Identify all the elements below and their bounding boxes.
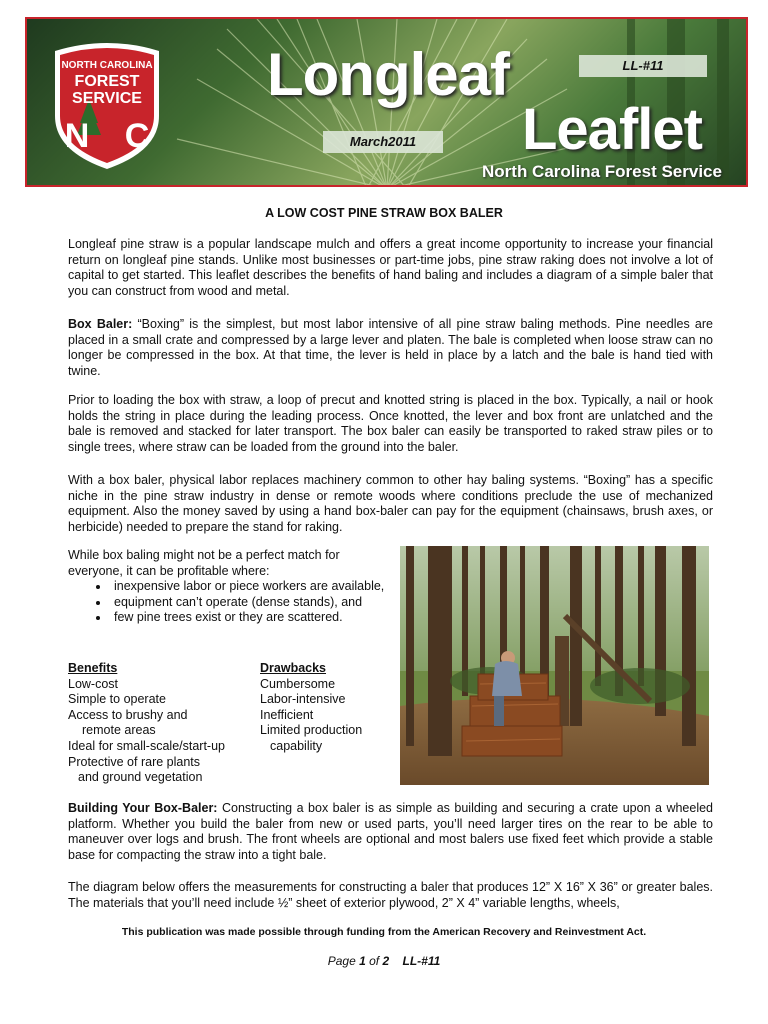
benefits-column bbox=[68, 661, 253, 786]
benefit-item: Protective of rare plants bbox=[68, 754, 201, 769]
document-title: A LOW COST PINE STRAW BOX BALER bbox=[265, 206, 503, 220]
logo-line3: SERVICE bbox=[72, 90, 142, 107]
page-leaflet-id: LL-#11 bbox=[402, 954, 441, 968]
drawback-item: Limited production bbox=[260, 723, 363, 738]
paragraph-loading: Prior to loading the box with straw, a loop of precut and knotted string is placed in the box. Typically, a nail or hook holds the string in place during the leading process. Once knotted, the lever and box front are unlatched and the bale is removed and stacked for later transport. The box baler can easily be transported to raked straw piles or to single trees, where straw can be loaded from the ground into the baler. bbox=[68, 393, 713, 454]
title-leaflet: Leaflet bbox=[522, 97, 702, 162]
benefits-heading: Benefits bbox=[68, 661, 118, 675]
paragraph-diagram: The diagram below offers the measurements for constructing a baler that produces 12” X 16” X 36” or greater bales. The materials that you’ll need include ½” sheet of exterior plywood, 2” X 4” variable lengths, wheels, bbox=[68, 880, 713, 910]
forest-scene-illustration bbox=[400, 546, 709, 785]
building-heading: Building Your Box-Baler: bbox=[68, 801, 218, 815]
drawbacks-column bbox=[260, 661, 395, 755]
logo-c: C bbox=[124, 117, 150, 155]
box-baler-heading: Box Baler: bbox=[68, 317, 133, 331]
page-number bbox=[0, 954, 768, 968]
benefit-item: remote areas bbox=[82, 723, 156, 738]
agency-subtitle: North Carolina Forest Service bbox=[482, 162, 722, 181]
benefit-item: and ground vegetation bbox=[78, 770, 203, 785]
paragraph-box-baler bbox=[68, 317, 713, 379]
drawback-item: Labor-intensive bbox=[260, 692, 346, 707]
header-banner bbox=[25, 17, 748, 187]
paragraph-labor: With a box baler, physical labor replaces machinery common to other hay baling systems. “Boxing” has a specific niche in the pine straw industry in dense or remote woods where conditions preclude the use of mechanized equipment. Also the money saved by using a hand box-baler can pay for the equipment (chainsaws, brush axes, or herbicide) needed to prepare the stand for raking. bbox=[68, 473, 713, 534]
list-item: • few pine trees exist or they are scattered. bbox=[110, 610, 388, 626]
drawback-item: capability bbox=[270, 738, 323, 753]
list-item: • inexpensive labor or piece workers are available, bbox=[110, 579, 388, 595]
box-baler-photo bbox=[400, 546, 709, 785]
box-baler-text: “Boxing” is the simplest, but most labor intensive of all pine straw baling methods. Pine needles are placed in a small crate and compressed by a large lever and platen. The bale is completed when loose straw can no longer be compressed in the box. At that time, the lever is held in place by a latch and the bale is hand tied with twine. bbox=[68, 317, 713, 378]
benefit-item: Access to brushy and bbox=[68, 707, 188, 722]
drawbacks-heading: Drawbacks bbox=[260, 661, 327, 675]
page-word: Page bbox=[327, 954, 360, 968]
page-current: 1 bbox=[359, 954, 366, 968]
logo-line2: FOREST bbox=[74, 73, 140, 90]
logo-line1: NORTH CAROLINA bbox=[61, 60, 153, 71]
profitable-list bbox=[68, 579, 388, 626]
date-tag: March2011 bbox=[323, 131, 443, 153]
page-of: of bbox=[365, 954, 383, 968]
title-longleaf: Longleaf bbox=[267, 41, 509, 108]
leaflet-id-tag: LL-#11 bbox=[579, 55, 707, 77]
profitable-section bbox=[68, 548, 388, 626]
benefit-item: Simple to operate bbox=[68, 692, 166, 707]
drawback-item: Cumbersome bbox=[260, 676, 336, 691]
funding-note: This publication was made possible through funding from the American Recovery and Reinvestment Act. bbox=[121, 926, 647, 938]
profitable-intro: While box baling might not be a perfect match for everyone, it can be profitable where: bbox=[68, 548, 340, 578]
benefit-item: Ideal for small-scale/start-up bbox=[68, 738, 226, 753]
paragraph-intro: Longleaf pine straw is a popular landscape mulch and offers a great income opportunity to increase your financial return on longleaf pine stands. Unlike most businesses or part-time jobs, pine straw raking does not involve a lot of capital to get started. This leaflet describes the benefits of hand baling and includes a diagram of a simple baler that you can construct from wood and metal. bbox=[68, 237, 713, 298]
page-total: 2 bbox=[382, 954, 390, 968]
building-text: Constructing a box baler is as simple as building and securing a crate upon a wheeled platform. Whether you build the baler from new or used parts, you’ll need larger tires on the rear to be able to maneuver over logs and brush. The front wheels are optional and most balers use fixed feet which provide a stable base for compacting the straw into a tight bale. bbox=[68, 801, 714, 862]
logo-n: N bbox=[64, 117, 90, 155]
list-item: • equipment can’t operate (dense stands), and bbox=[110, 595, 388, 611]
nc-forest-service-logo bbox=[47, 41, 167, 171]
drawback-item: Inefficient bbox=[260, 707, 314, 722]
paragraph-building bbox=[68, 801, 713, 863]
benefit-item: Low-cost bbox=[68, 676, 119, 691]
